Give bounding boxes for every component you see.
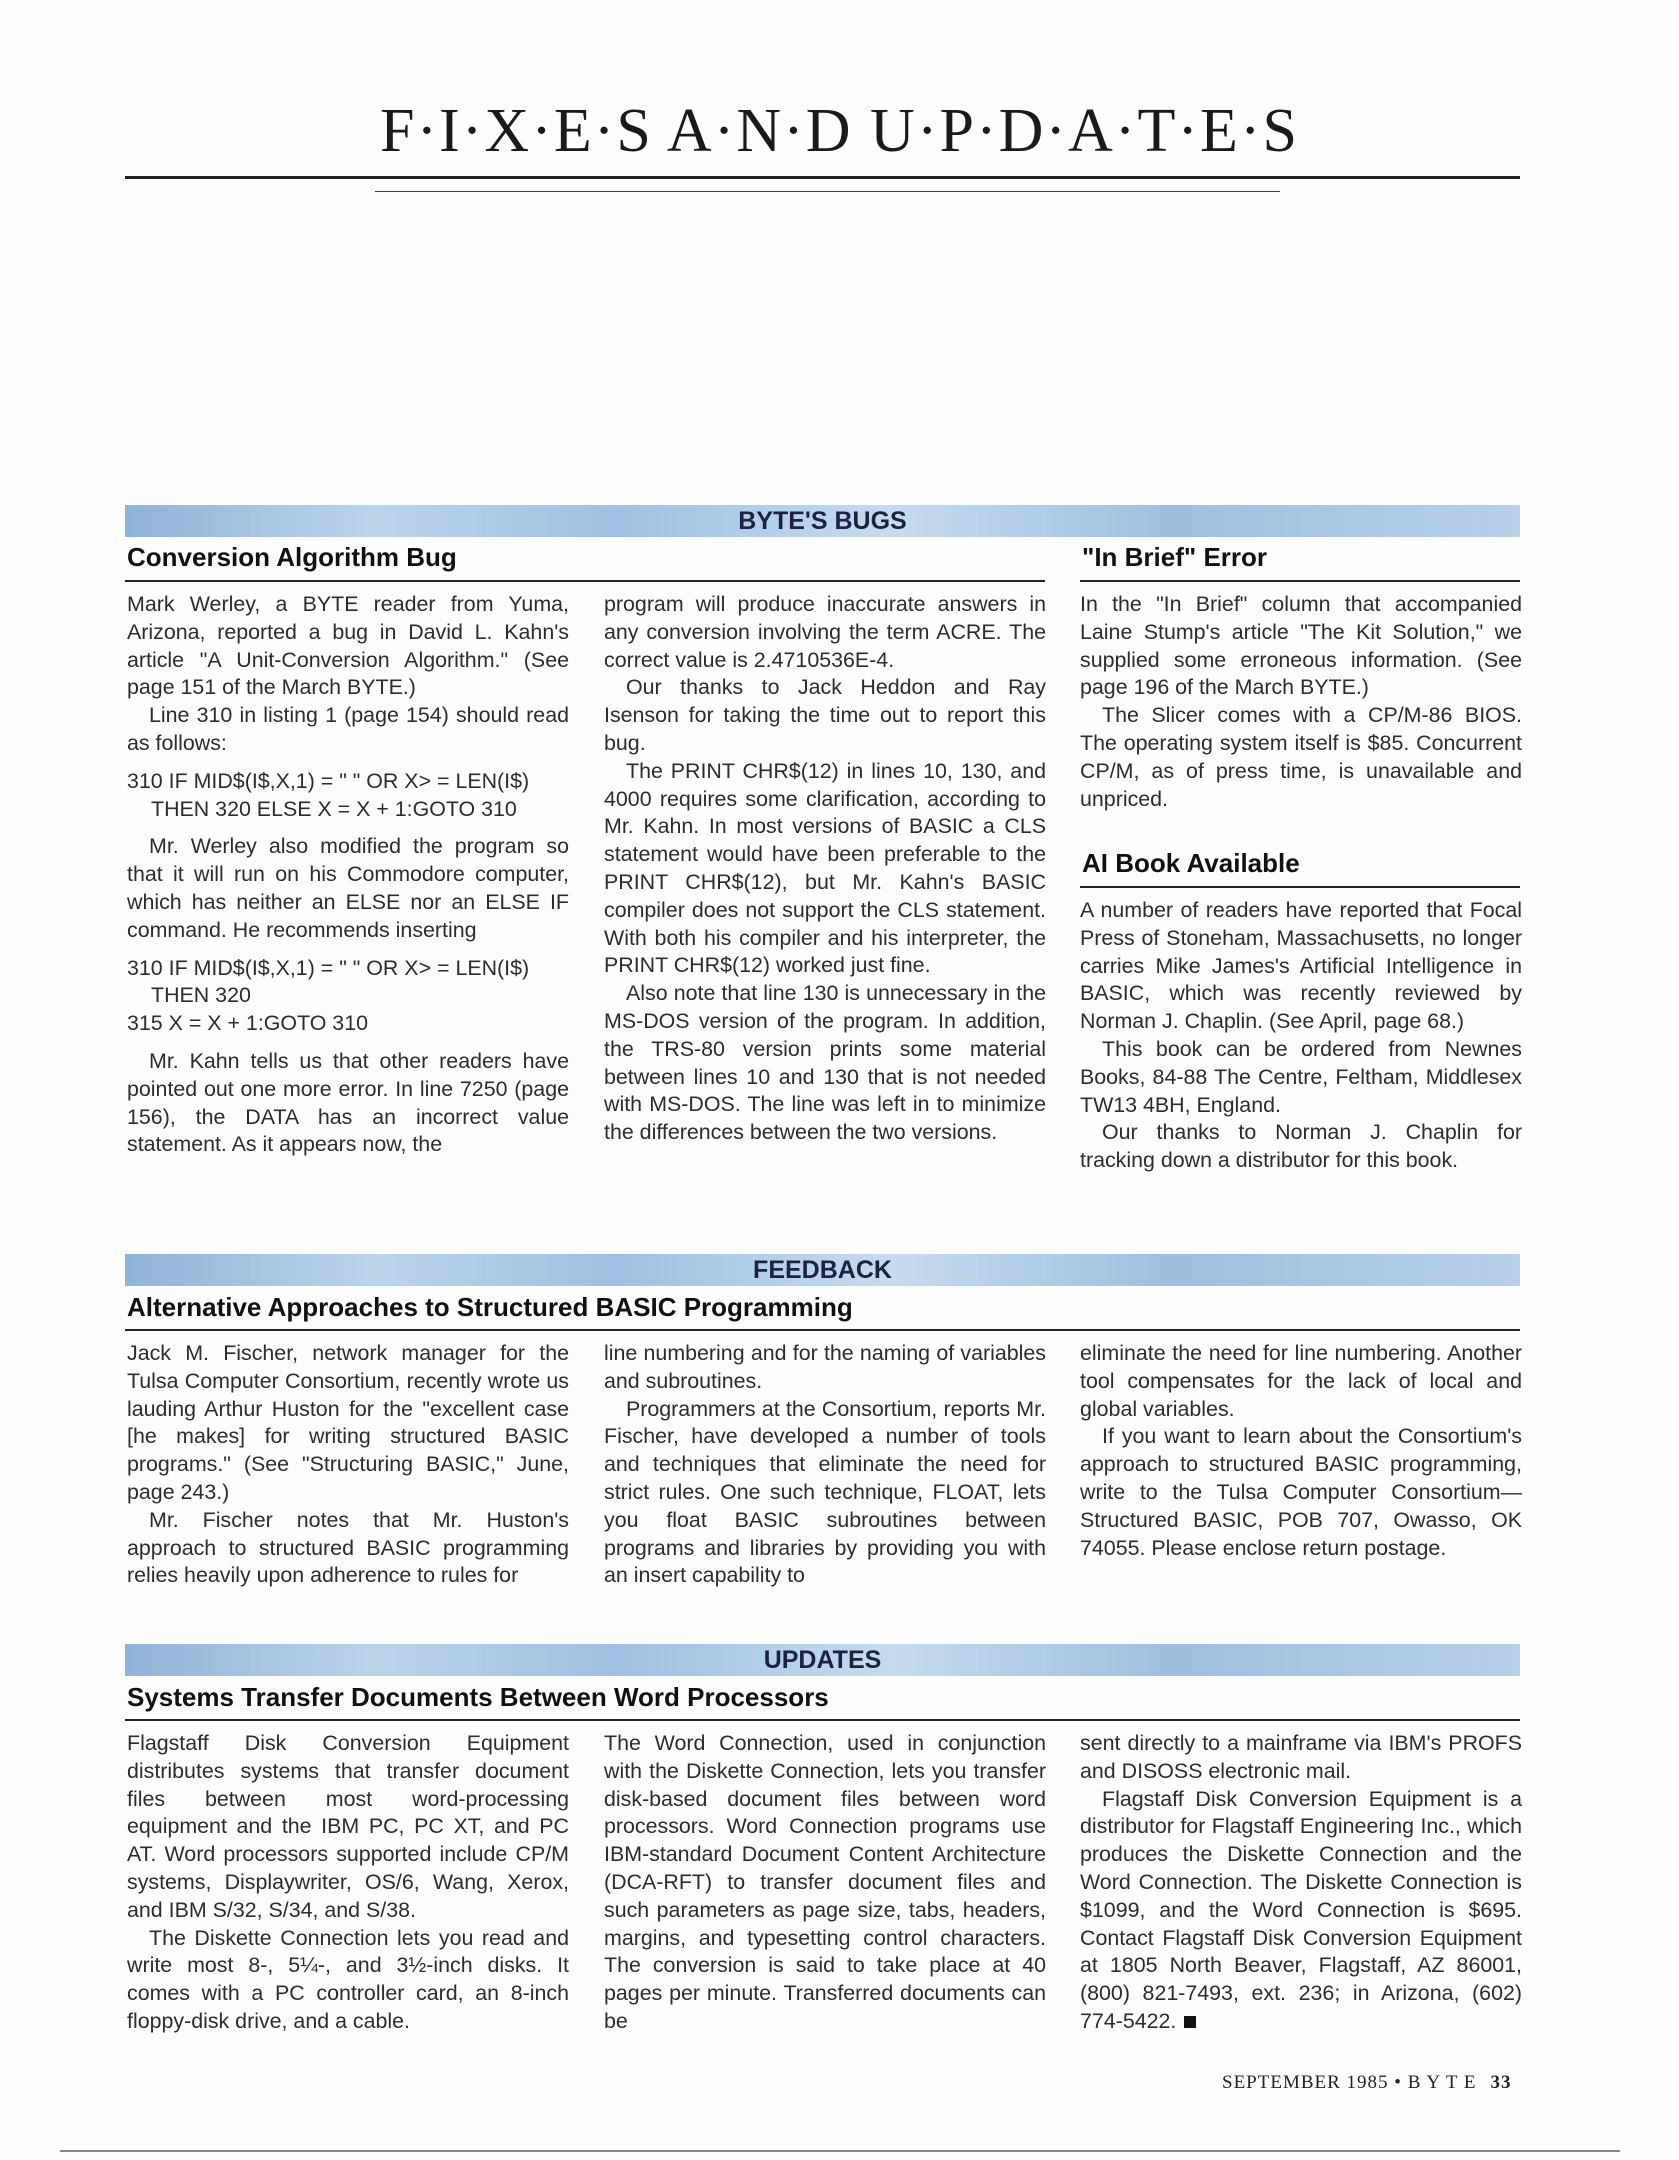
- section-label-updates: UPDATES: [763, 1646, 882, 1674]
- paragraph-text: Flagstaff Disk Conversion Equipment is a distributor for Flagstaff Engineering Inc., which produces the Diskette Connection and the Word Connection. The Diskette Connection is $1099, and the Word Connection is $695. Contact Flagstaff Disk Conversion Equipment at 1805 North Beaver, Flagstaff, AZ 86001, (800) 821-7493, ext. 236; in Arizona, (602) 774-5422.: [1080, 1786, 1522, 2033]
- paragraph: The PRINT CHR$(12) in lines 10, 130, and 4000 requires some clarification, according to Mr. Kahn. In most versions of BASIC a CLS statement would have been preferable to the PRINT CHR$(12), but Mr. Kahn's BASIC compiler does not support the CLS statement. With both his compiler and his interpreter, the PRINT CHR$(12) worked just fine.: [604, 758, 1046, 978]
- feedback-column-1: [127, 1340, 569, 1590]
- bugs-column-3b: [1080, 897, 1522, 1175]
- page-number: 33: [1490, 2072, 1512, 2093]
- code-line: THEN 320: [151, 983, 251, 1008]
- page-title: F·I·X·E·S A·N·D U·P·D·A·T·E·S: [380, 97, 1299, 165]
- paragraph: line numbering and for the naming of variables and subroutines.: [604, 1341, 1046, 1393]
- paragraph: Also note that line 130 is unnecessary in the MS-DOS version of the program. In addition, the TRS-80 version prints some material between lines 10 and 130 that is not needed with MS-DOS. The line was left in to minimize the differences between the two versions.: [604, 981, 1046, 1145]
- bugs-column-2: [604, 591, 1046, 1147]
- code-line: 310 IF MID$(I$,X,1) = " " OR X> = LEN(I$): [127, 955, 530, 980]
- paragraph: The Slicer comes with a CP/M-86 BIOS. The operating system itself is $85. Concurrent CP/M, as of press time, is unavailable and unpriced.: [1080, 703, 1522, 811]
- paragraph: The Diskette Connection lets you read and write most 8-, 5¼-, and 3½-inch disks. It comes with a PC controller card, an 8-inch floppy-disk drive, and a cable.: [127, 1925, 569, 2033]
- bugs-column-3: [1080, 591, 1522, 813]
- title-rule-thick: [125, 176, 1520, 179]
- heading-structured-basic: Alternative Approaches to Structured BASIC Programming: [127, 1292, 853, 1322]
- code-listing-2: [127, 955, 569, 1038]
- paragraph: Jack M. Fischer, network manager for the Tulsa Computer Consortium, recently wrote us lauding Arthur Huston for the "excellent case [he makes] for writing structured BASIC programs." (See "Structuring BASIC," June, page 243.): [127, 1341, 569, 1504]
- bugs-column-1: [127, 591, 569, 1159]
- updates-column-1: [127, 1730, 569, 2036]
- paragraph: If you want to learn about the Consortium's approach to structured BASIC programming, write to the Tulsa Computer Consortium—Structured BASIC, POB 707, Owasso, OK 74055. Please enclose return postage.: [1080, 1424, 1522, 1560]
- heading-rule-updates: [125, 1719, 1520, 1721]
- feedback-column-2: [604, 1340, 1046, 1590]
- title-rule-thin: [375, 191, 1280, 192]
- bottom-edge-rule: [60, 2150, 1620, 2152]
- footer-issue: SEPTEMBER 1985 • B Y T E: [1222, 2072, 1477, 2093]
- heading-rule-feedback: [125, 1329, 1520, 1331]
- paragraph: eliminate the need for line numbering. Another tool compensates for the lack of local and global variables.: [1080, 1341, 1522, 1421]
- paragraph: In the "In Brief" column that accompanied Laine Stump's article "The Kit Solution," we supplied some erroneous information. (See page 196 of the March BYTE.): [1080, 592, 1522, 700]
- paragraph: [1080, 1786, 1522, 2036]
- section-label-bugs: BYTE'S BUGS: [738, 507, 907, 535]
- heading-conversion-bug: Conversion Algorithm Bug: [127, 542, 457, 572]
- code-listing-1: [127, 768, 569, 824]
- paragraph: Mark Werley, a BYTE reader from Yuma, Arizona, reported a bug in David L. Kahn's article "A Unit-Conversion Algorithm." (See page 151 of the March BYTE.): [127, 592, 569, 700]
- code-line: THEN 320 ELSE X = X + 1:GOTO 310: [151, 796, 517, 821]
- paragraph: Mr. Fischer notes that Mr. Huston's approach to structured BASIC programming relies heavily upon adherence to rules for: [127, 1507, 569, 1588]
- paragraph: Programmers at the Consortium, reports Mr. Fischer, have developed a number of tools and techniques that eliminate the need for strict rules. One such technique, FLOAT, lets you float BASIC subroutines between programs and libraries by providing you with an insert capability to: [604, 1396, 1046, 1588]
- paragraph: Line 310 in listing 1 (page 154) should read as follows:: [127, 703, 569, 755]
- paragraph: This book can be ordered from Newnes Books, 84-88 The Centre, Feltham, Middlesex TW13 4BH, England.: [1080, 1036, 1522, 1117]
- heading-rule-ai-book: [1080, 886, 1520, 888]
- updates-column-2: [604, 1730, 1046, 2036]
- paragraph: A number of readers have reported that Focal Press of Stoneham, Massachusetts, no longer carries Mike James's Artificial Intelligence in BASIC, which was recently reviewed by Norman J. Chaplin. (See April, page 68.): [1080, 898, 1522, 1034]
- section-label-feedback: FEEDBACK: [753, 1256, 892, 1284]
- paragraph: Mr. Werley also modified the program so that it will run on his Commodore computer, which has neither an ELSE nor an ELSE IF command. He recommends inserting: [127, 834, 569, 942]
- section-band-feedback: [125, 1254, 1520, 1286]
- paragraph: Our thanks to Jack Heddon and Ray Isenson for taking the time out to report this bug.: [604, 675, 1046, 755]
- heading-ai-book: AI Book Available: [1082, 848, 1300, 878]
- paragraph: Mr. Kahn tells us that other readers have pointed out one more error. In line 7250 (page 156), the DATA has an incorrect value statement. As it appears now, the: [127, 1048, 569, 1157]
- page-footer: [1222, 2072, 1511, 2094]
- end-of-article-icon: [1184, 2016, 1196, 2028]
- section-band-bugs: [125, 505, 1520, 537]
- heading-systems-transfer: Systems Transfer Documents Between Word Processors: [127, 1682, 829, 1712]
- heading-rule-right: [1080, 580, 1520, 582]
- code-line: 310 IF MID$(I$,X,1) = " " OR X> = LEN(I$): [127, 768, 530, 793]
- paragraph: Our thanks to Norman J. Chaplin for tracking down a distributor for this book.: [1080, 1120, 1522, 1173]
- heading-rule-left: [125, 580, 1045, 582]
- updates-column-3: [1080, 1730, 1522, 2036]
- section-band-updates: [125, 1644, 1520, 1676]
- paragraph: Flagstaff Disk Conversion Equipment distributes systems that transfer document files between most word-processing equipment and the IBM PC, PC XT, and PC AT. Word processors supported include CP/M systems, Displaywriter, OS/6, Wang, Xerox, and IBM S/32, S/34, and S/38.: [127, 1731, 569, 1922]
- paragraph: sent directly to a mainframe via IBM's PROFS and DISOSS electronic mail.: [1080, 1731, 1522, 1783]
- paragraph: program will produce inaccurate answers in any conversion involving the term ACRE. The correct value is 2.4710536E-4.: [604, 592, 1046, 672]
- heading-in-brief: "In Brief" Error: [1082, 542, 1268, 572]
- paragraph: The Word Connection, used in conjunction with the Diskette Connection, lets you transfer disk-based document files between word processors. Word Connection programs use IBM-standard Document Content Architecture (DCA-RFT) to transfer document files and such parameters as page size, tabs, headers, margins, and typesetting control characters. The conversion is said to take place at 40 pages per minute. Transferred documents can be: [604, 1731, 1046, 2033]
- code-line: 315 X = X + 1:GOTO 310: [127, 1011, 368, 1036]
- feedback-column-3: [1080, 1340, 1522, 1562]
